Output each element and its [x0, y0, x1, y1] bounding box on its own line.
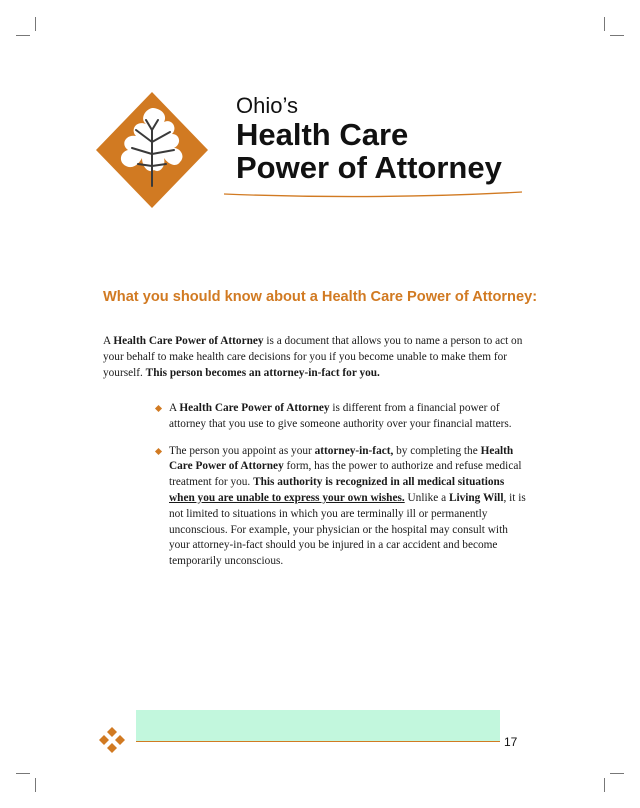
bullet-list: [156, 401, 531, 581]
footer-highlight-box: [136, 710, 500, 741]
crop-mark: [16, 773, 30, 774]
title-line-3: Power of Attorney: [236, 150, 502, 185]
diamond-bullet-icon: [155, 448, 162, 455]
bullet-text: form, has the power to authorize and refuse medical treatment for you.: [169, 460, 522, 489]
crop-mark: [610, 773, 624, 774]
intro-bold: This person becomes an attorney-in-fact for you.: [145, 367, 380, 379]
bullet-bold: Health Care Power of Attorney: [179, 402, 330, 414]
diamond-bullet-icon: [155, 405, 162, 412]
bullet-text: The person you appoint as your: [169, 444, 315, 457]
bullet-item: [156, 401, 531, 433]
section-heading: What you should know about a Health Care Power of Attorney:: [103, 289, 538, 305]
bullet-text: A: [169, 402, 180, 414]
bullet-text: , it is not limited to situations in which you are terminally ill or permanently unconscious. For example, your physician or the hospital may consult with your attorney-in-fact should you be injured in a car accident and become temporarily unconscious.: [169, 491, 526, 568]
title-line-2: Health Care: [236, 117, 409, 152]
intro-text: A: [103, 335, 114, 347]
bullet-text: by completing the: [393, 444, 481, 457]
crop-mark: [35, 17, 36, 31]
intro-bold: Health Care Power of Attorney: [113, 335, 264, 347]
bullet-text: Unlike a: [404, 491, 449, 504]
crop-mark: [604, 17, 605, 31]
footer-rule: [136, 741, 500, 742]
leaf-logo-icon: [94, 90, 210, 210]
diamond-cluster-icon: [98, 726, 126, 754]
bullet-text: is different from a financial power of attorney that you use to give someone authority over your financial matters.: [169, 402, 512, 430]
bullet-bold: Health Care Power of Attorney: [169, 444, 514, 473]
title-underline: [224, 186, 524, 200]
bullet-bold: This authority is recognized in all medical situations: [253, 476, 505, 489]
bullet-item: [156, 444, 531, 570]
crop-mark: [610, 35, 624, 36]
crop-mark: [35, 778, 36, 792]
page-number: 17: [504, 735, 518, 749]
title-line-1: Ohio’s: [236, 93, 298, 118]
crop-mark: [16, 35, 30, 36]
intro-paragraph: [103, 333, 533, 381]
bullet-bold: Living Will: [448, 491, 504, 504]
intro-text: is a document that allows you to name a person to act on your behalf to make health care decisions for you if you become unable to make them for yourself.: [103, 335, 523, 379]
bullet-bold: attorney-in-fact,: [314, 444, 394, 457]
crop-mark: [604, 778, 605, 792]
bullet-bold-underlined: when you are unable to express your own wishes.: [169, 491, 405, 504]
document-title: [236, 94, 502, 184]
